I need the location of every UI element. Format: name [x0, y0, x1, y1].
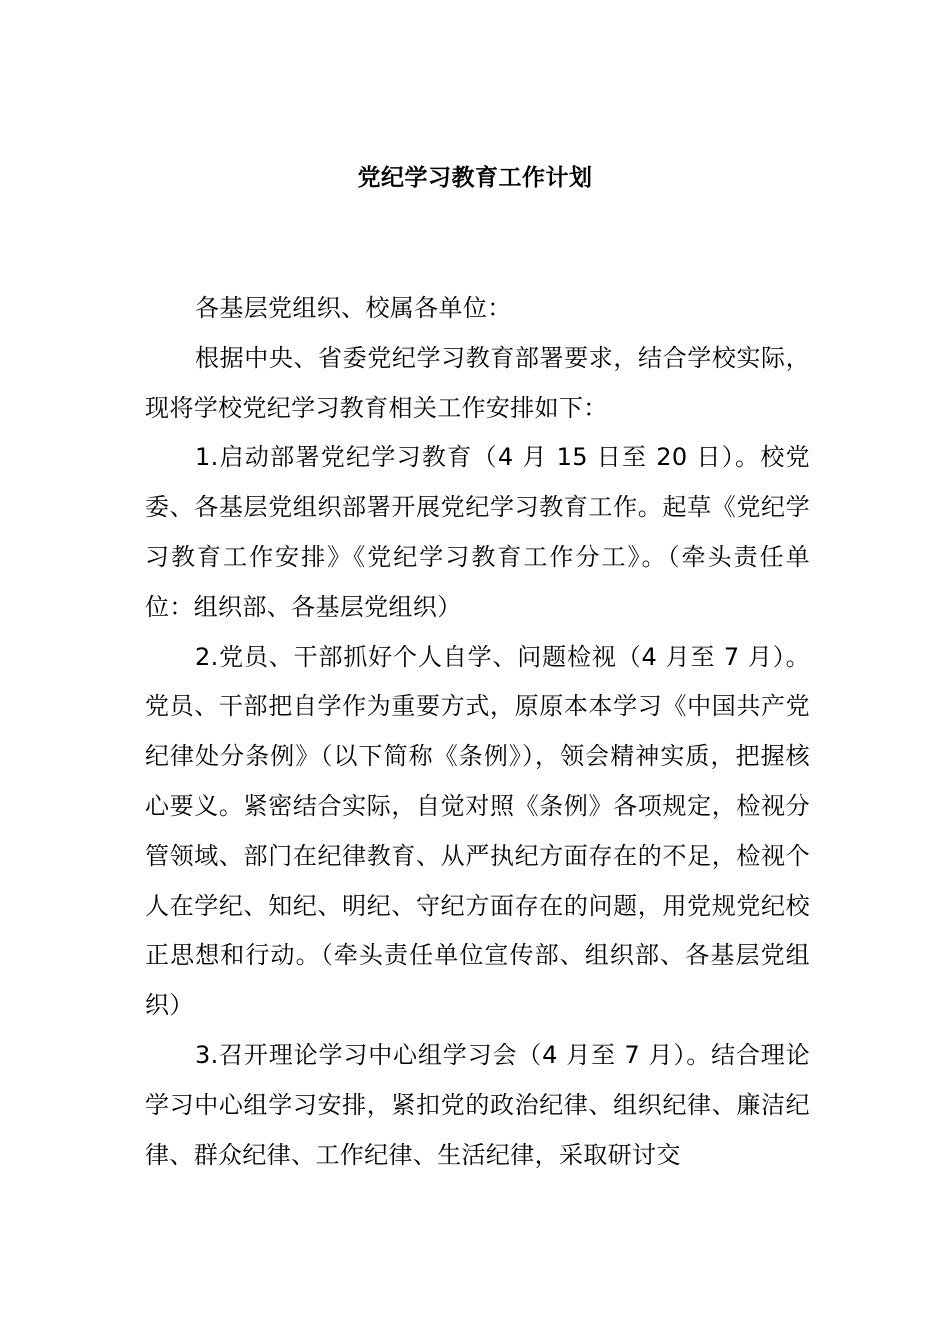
paragraph-intro: 根据中央、省委党纪学习教育部署要求，结合学校实际，现将学校党纪学习教育相关工作安排如下： [145, 343, 810, 422]
paragraph-item-2: 2.党员、干部抓好个人自学、问题检视（4 月至 7 月）。党员、干部把自学作为重要方式，原原本本学习《中国共产党纪律处分条例》（以下简称《条例》），领会精神实质，把握核心要义。紧密结合实际，自觉对照《条例》各项规定，检视分管领域、部门在纪律教育、从严执纪方面存在的不足，检视个人在学纪、知纪、明纪、守纪方面存在的问题，用党规党纪校正思想和行动。（牵头责任单位宣传部、组织部、各基层党组织） [145, 642, 810, 1020]
paragraph-item-1: 1.启动部署党纪学习教育（4 月 15 日至 20 日）。校党委、各基层党组织部署开展党纪学习教育工作。起草《党纪学习教育工作安排》《党纪学习教育工作分工》。（牵头责任单位：组织部、各基层党组织） [145, 443, 810, 621]
salutation: 各基层党组织、校属各单位： [195, 294, 512, 322]
paragraph-item-3: 3.召开理论学习中心组学习会（4 月至 7 月）。结合理论学习中心组学习安排，紧扣党的政治纪律、组织纪律、廉洁纪律、群众纪律、工作纪律、生活纪律，采取研讨交 [145, 1040, 810, 1169]
document-title: 党纪学习教育工作计划 [357, 165, 593, 191]
document-body [145, 284, 810, 1180]
